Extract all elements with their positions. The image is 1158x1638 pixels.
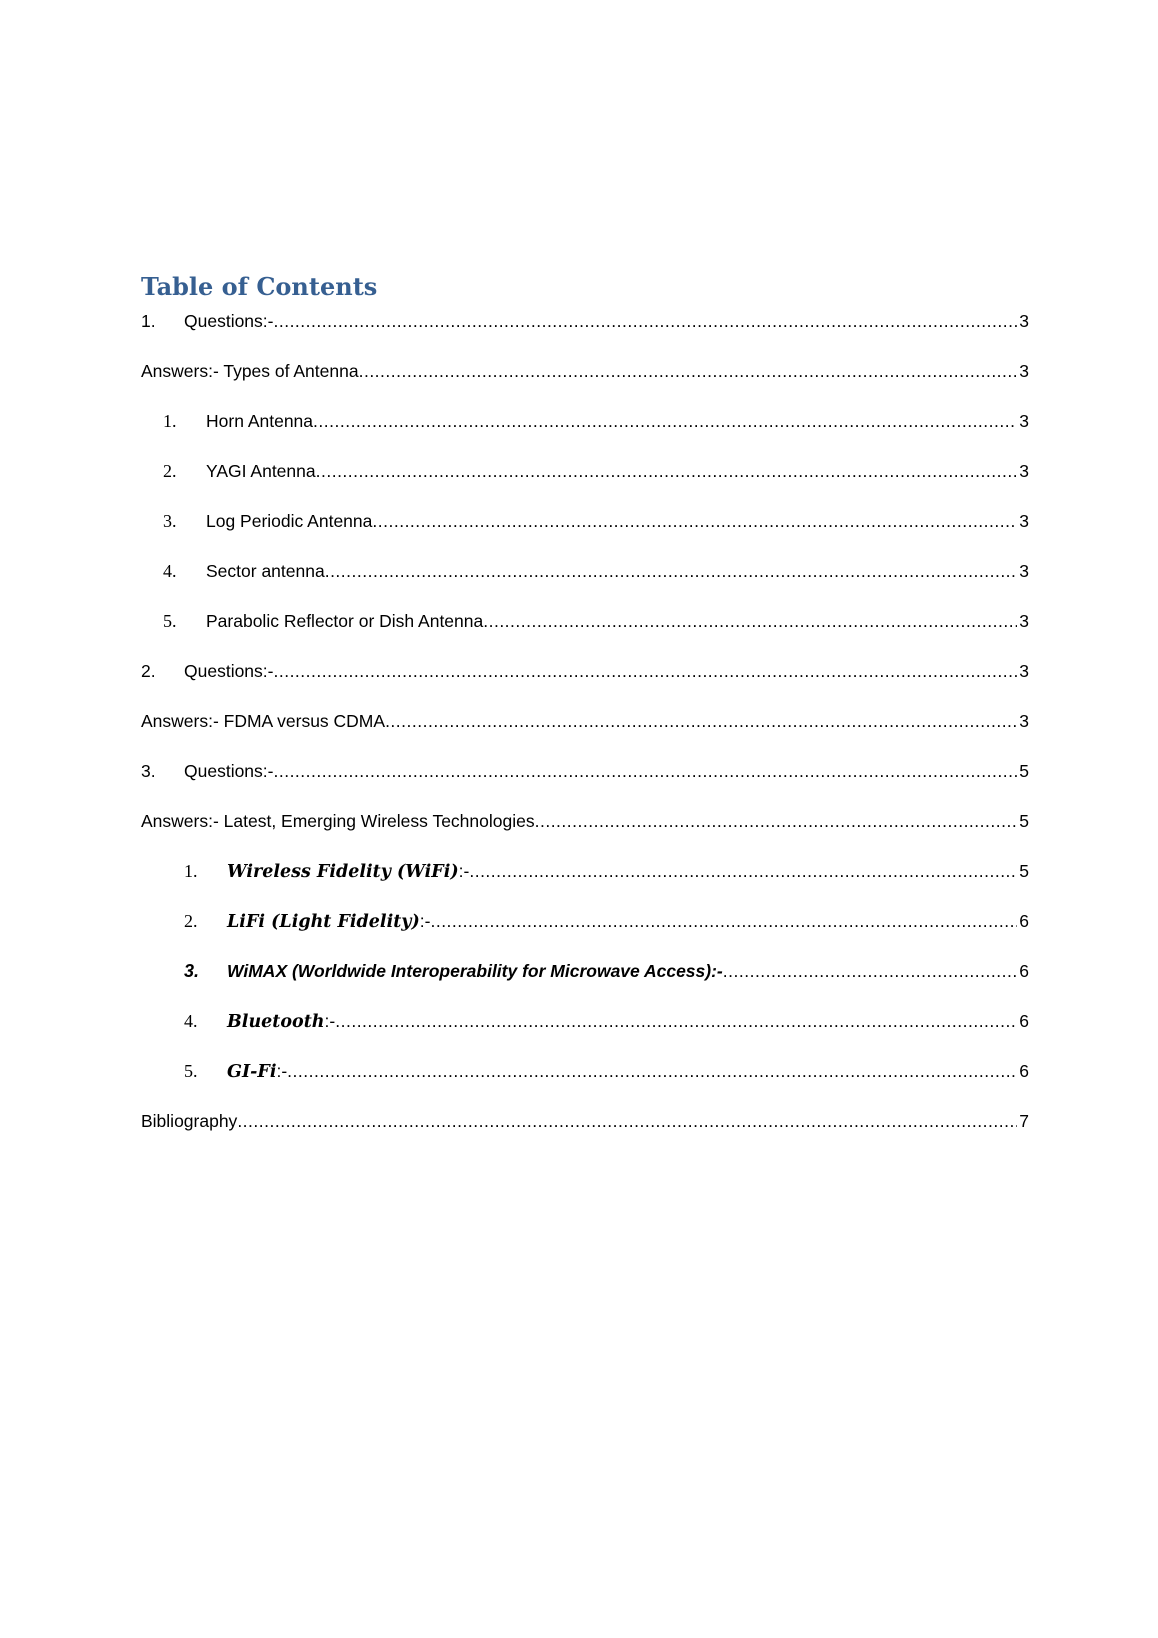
toc-entry-page: 6 [1019,911,1029,931]
dot-leader [535,807,1018,835]
toc-entry-page: 3 [1019,411,1029,431]
dot-leader [325,557,1018,585]
toc-entry-label [227,1007,335,1036]
dot-leader [273,757,1017,785]
toc-entry-number: 1. [184,861,198,881]
toc-entry-number: 1. [141,311,156,331]
toc-entry-page: 5 [1019,861,1029,881]
dot-leader [237,1107,1017,1135]
dot-leader [469,857,1017,885]
toc-entry-page: 3 [1019,361,1029,381]
toc-entry-page: 3 [1019,311,1029,331]
toc-entry-number: 4. [163,561,177,581]
toc-entry-label: Questions:- [184,661,274,681]
toc-entry-page: 3 [1019,511,1029,531]
toc-entry-label-suffix: :- [458,861,470,881]
toc-entry-horn-antenna[interactable] [141,407,1029,457]
toc-entry-label: Log Periodic Antenna [206,511,373,531]
toc-entry-label-main: GI-Fi [227,1062,277,1082]
toc-entry-bibliography[interactable] [141,1107,1029,1157]
toc-title: Table of Contents [141,272,378,301]
toc-entry-label-suffix: :- [419,911,431,931]
toc-entry-answers-wireless[interactable] [141,807,1029,857]
toc-entry-lifi[interactable] [141,907,1029,957]
dot-leader [287,1057,1017,1085]
toc-entry-number: 3. [184,961,200,981]
toc-entry-wimax[interactable] [141,957,1029,1007]
toc-entry-page: 5 [1019,811,1029,831]
toc-entry-answers-antenna[interactable] [141,357,1029,407]
dot-leader [313,407,1017,435]
toc-entry-label [227,857,469,886]
toc-entry-label: Bibliography [141,1111,238,1131]
toc-entry-answers-fdma-cdma[interactable] [141,707,1029,757]
toc-entry-gifi[interactable] [141,1057,1029,1107]
toc-entry-number: 2. [184,911,198,931]
toc-entry-label-suffix: :- [276,1061,288,1081]
toc-entry-page: 7 [1019,1111,1029,1131]
toc-entry-label: Sector antenna [206,561,325,581]
toc-entry-label: YAGI Antenna [206,461,316,481]
toc-entry-number: 5. [184,1061,198,1081]
toc-entry-number: 5. [163,611,177,631]
toc-entry-label [227,907,430,936]
toc-entry-number: 4. [184,1011,198,1031]
toc-entry-label: Answers:- FDMA versus CDMA [141,711,386,731]
dot-leader [359,357,1018,385]
dot-leader [335,1007,1017,1035]
toc-entry-label: Answers:- Latest, Emerging Wireless Technologies [141,811,535,831]
toc-entry-questions-1[interactable] [141,307,1029,357]
toc-entry-page: 3 [1019,611,1029,631]
toc-entry-number: 2. [163,461,177,481]
toc-entry-page: 6 [1019,1061,1029,1081]
dot-leader [723,957,1018,985]
toc-entry-page: 3 [1019,661,1029,681]
toc-entry-number: 1. [163,411,177,431]
toc-entry-number: 3. [163,511,177,531]
toc-entry-label [227,1057,287,1086]
toc-entry-page: 3 [1019,461,1029,481]
dot-leader [273,657,1017,685]
toc-entry-log-periodic-antenna[interactable] [141,507,1029,557]
toc-entry-label-main: Bluetooth [227,1012,325,1032]
toc-entry-number: 3. [141,761,156,781]
toc-entry-questions-3[interactable] [141,757,1029,807]
dot-leader [273,307,1017,335]
dot-leader [483,607,1017,635]
toc-entry-parabolic-antenna[interactable] [141,607,1029,657]
dot-leader [385,707,1017,735]
toc-entry-bluetooth[interactable] [141,1007,1029,1057]
toc-entry-page: 5 [1019,761,1029,781]
toc-entry-label: WiMAX (Worldwide Interoperability for Microwave Access):- [227,961,723,981]
toc-entry-label-main: LiFi (Light Fidelity) [227,912,420,932]
toc-entry-questions-2[interactable] [141,657,1029,707]
toc-entry-label: Parabolic Reflector or Dish Antenna [206,611,484,631]
toc-entry-page: 6 [1019,1011,1029,1031]
toc-entry-label: Horn Antenna [206,411,314,431]
toc-entry-page: 3 [1019,711,1029,731]
dot-leader [316,457,1018,485]
toc-entry-yagi-antenna[interactable] [141,457,1029,507]
toc-entry-page: 3 [1019,561,1029,581]
toc-entry-number: 2. [141,661,156,681]
toc-entry-label: Questions:- [184,311,274,331]
toc-entry-page: 6 [1019,961,1029,981]
toc-list [141,307,1029,1157]
toc-entry-label-suffix: :- [324,1011,336,1031]
dot-leader [372,507,1017,535]
dot-leader [430,907,1017,935]
toc-entry-label: Questions:- [184,761,274,781]
toc-entry-label-main: Wireless Fidelity (WiFi) [227,862,459,882]
toc-entry-label: Answers:- Types of Antenna [141,361,359,381]
toc-entry-wifi[interactable] [141,857,1029,907]
toc-entry-sector-antenna[interactable] [141,557,1029,607]
